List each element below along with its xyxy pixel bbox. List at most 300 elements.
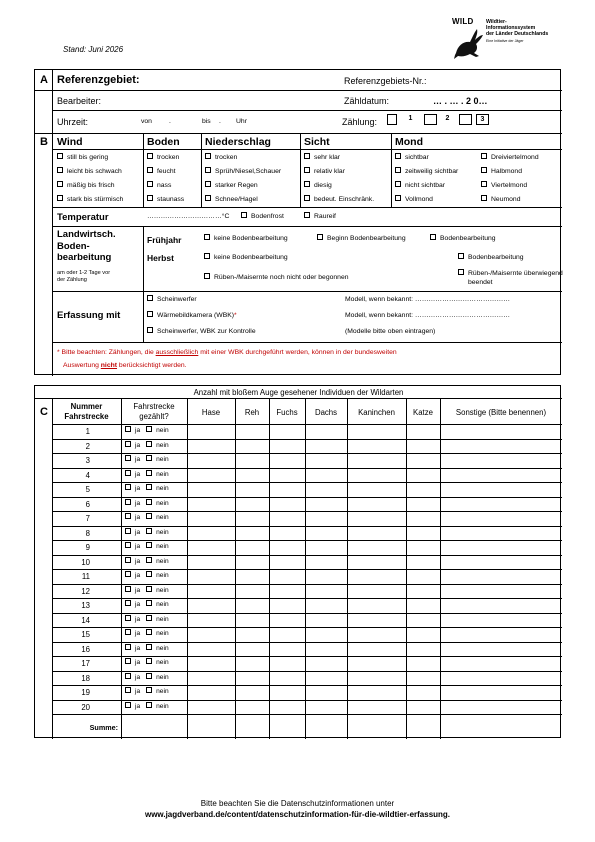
row-divider — [52, 526, 562, 527]
option-label: sichtbar — [405, 154, 429, 161]
gezaehlt-options — [125, 630, 169, 637]
col-gezaehlt-header — [121, 402, 187, 422]
herbst-option[interactable] — [458, 254, 524, 261]
checkbox[interactable] — [147, 295, 153, 301]
checkbox[interactable] — [57, 153, 63, 159]
ja-label: ja — [135, 688, 141, 695]
row-number: 7 — [85, 514, 90, 523]
nein-label: nein — [156, 557, 169, 565]
checkbox[interactable] — [204, 253, 210, 259]
mond-option[interactable] — [481, 154, 539, 161]
nein-checkbox[interactable] — [146, 702, 152, 708]
checkbox[interactable] — [430, 234, 436, 240]
summe-label: Summe: — [89, 723, 118, 732]
checkbox[interactable] — [395, 181, 401, 187]
zaehlung-label: Zählung: — [342, 117, 378, 127]
wind-option[interactable] — [57, 154, 108, 161]
logo-text — [486, 19, 548, 44]
ja-checkbox[interactable] — [125, 629, 131, 635]
time-dot: . — [219, 118, 221, 125]
ref-nr-label: Referenzgebiets-Nr.: — [344, 76, 427, 86]
row-number: 2 — [85, 441, 90, 451]
niederschlag-option[interactable] — [205, 168, 281, 175]
nein-label: nein — [156, 586, 169, 594]
ja-label: ja — [135, 601, 141, 608]
ja-label: ja — [135, 499, 141, 507]
option-label: keine Bodenbearbeitung — [214, 254, 288, 261]
footer — [0, 798, 595, 820]
checkbox[interactable] — [317, 234, 323, 240]
wind-heading: Wind — [57, 136, 83, 148]
landwirtsch-note — [57, 270, 110, 284]
ja-checkbox[interactable] — [125, 571, 131, 577]
row-number: 4 — [85, 470, 90, 480]
row-divider — [52, 468, 562, 469]
col-reh: Reh — [244, 408, 260, 417]
row-divider — [52, 598, 562, 599]
ja-checkbox[interactable] — [125, 615, 131, 621]
footer-line1: Bitte beachten Sie die Datenschutzinformationen unter — [200, 799, 395, 808]
ja-label: ja — [135, 441, 141, 449]
gezaehlt-options — [125, 572, 169, 579]
nein-label: nein — [156, 630, 169, 637]
sicht-option[interactable] — [304, 196, 374, 203]
ja-label: ja — [135, 630, 141, 637]
checkbox[interactable] — [57, 167, 63, 173]
option-label: Wärmebildkamera (WBK) — [157, 312, 235, 319]
checkbox[interactable] — [147, 167, 153, 173]
herbst-label: Herbst — [147, 253, 174, 263]
bodenfrost-option[interactable] — [241, 213, 284, 220]
checkbox[interactable] — [57, 181, 63, 187]
checkbox[interactable] — [204, 234, 210, 240]
option-label: Rüben-/Maisernte überwiegend — [468, 270, 563, 277]
checkbox[interactable] — [147, 153, 153, 159]
col-nummer-header — [52, 402, 121, 422]
option-label: Rüben-/Maisernte noch nicht oder begonnen — [214, 274, 349, 281]
mond-option[interactable] — [395, 196, 433, 203]
ja-checkbox[interactable] — [125, 600, 131, 606]
gezaehlt-options — [125, 587, 169, 594]
wind-option[interactable] — [57, 168, 122, 175]
row-number: 19 — [81, 688, 90, 697]
checkbox[interactable] — [304, 212, 310, 218]
boden-option[interactable] — [147, 168, 176, 175]
option-label: Vollmond — [405, 196, 433, 203]
row-number: 1 — [85, 427, 90, 436]
checkbox[interactable] — [304, 167, 310, 173]
modell-field[interactable]: Modell, wenn bekannt: …………………………………… — [345, 296, 511, 303]
option-label: sehr klar — [314, 154, 341, 161]
checkbox[interactable] — [147, 195, 153, 201]
option-label: relativ klar — [314, 168, 345, 175]
checkbox[interactable] — [458, 269, 464, 275]
nein-checkbox[interactable] — [146, 455, 152, 461]
ja-checkbox[interactable] — [125, 702, 131, 708]
form-sections-a-b — [34, 69, 561, 375]
option-label: starker Regen — [215, 182, 258, 189]
ja-label: ja — [135, 586, 141, 594]
nein-checkbox[interactable] — [146, 513, 152, 519]
boden-option[interactable] — [147, 182, 171, 189]
wild-logo — [452, 17, 560, 57]
ja-checkbox[interactable] — [125, 513, 131, 519]
row-divider — [52, 439, 562, 440]
header-line: Nummer — [70, 402, 103, 411]
sicht-heading: Sicht — [304, 136, 330, 148]
ja-checkbox[interactable] — [125, 441, 131, 447]
row-divider — [52, 453, 562, 454]
erfassung-option[interactable] — [147, 328, 256, 335]
nein-checkbox[interactable] — [146, 441, 152, 447]
fruehjahr-option[interactable] — [430, 235, 496, 242]
note-emphasis: nicht — [100, 362, 118, 369]
gezaehlt-options — [125, 500, 169, 507]
zaehlung-checkbox-3[interactable] — [459, 114, 472, 125]
row-divider — [52, 714, 562, 715]
boden-option[interactable] — [147, 154, 179, 161]
temperatur-input[interactable]: ……………………………°C — [147, 213, 230, 220]
option-label: zeitweilig sichtbar — [405, 168, 459, 175]
table-top-header: Anzahl mit bloßem Auge gesehener Individuen der Wildarten — [193, 388, 404, 397]
ja-checkbox[interactable] — [125, 586, 131, 592]
row-divider — [52, 555, 562, 556]
ja-label: ja — [135, 543, 141, 550]
nein-checkbox[interactable] — [146, 615, 152, 621]
row-divider — [52, 642, 562, 643]
nein-label: nein — [156, 427, 169, 434]
row-number: 20 — [81, 702, 90, 712]
option-label: nicht sichtbar — [405, 182, 446, 189]
gezaehlt-options — [125, 645, 169, 652]
fruehjahr-label: Frühjahr — [147, 235, 182, 245]
option-label: Bodenfrost — [251, 213, 284, 220]
checkbox[interactable] — [205, 181, 211, 187]
nein-label: nein — [156, 456, 169, 463]
mond-option[interactable] — [481, 182, 527, 189]
gezaehlt-options — [125, 616, 169, 623]
option-label: mäßig bis frisch — [67, 182, 115, 189]
row-number: 12 — [81, 586, 90, 596]
section-c-letter: C — [40, 406, 48, 418]
ja-label: ja — [135, 427, 141, 434]
ja-checkbox[interactable] — [125, 426, 131, 432]
gezaehlt-options — [125, 514, 169, 521]
checkbox[interactable] — [395, 195, 401, 201]
row-number: 5 — [85, 485, 90, 494]
nein-checkbox[interactable] — [146, 571, 152, 577]
option-label: Halbmond — [491, 168, 522, 175]
nein-label: nein — [156, 485, 169, 492]
ja-label: ja — [135, 528, 141, 536]
ja-label: ja — [135, 673, 141, 681]
boden-heading: Boden — [147, 136, 180, 148]
mond-option[interactable] — [395, 154, 429, 161]
gezaehlt-options — [125, 442, 169, 449]
ja-checkbox[interactable] — [125, 557, 131, 563]
uhrzeit-label: Uhrzeit: — [57, 117, 89, 127]
gezaehlt-options — [125, 485, 169, 492]
zaehldatum-label: Zähldatum: — [344, 96, 390, 106]
boden-option[interactable] — [147, 196, 184, 203]
checkbox[interactable] — [147, 311, 153, 317]
wind-option[interactable] — [57, 182, 115, 189]
checkbox[interactable] — [304, 153, 310, 159]
option-label: Scheinwerfer, WBK zur Kontrolle — [157, 328, 256, 335]
nein-checkbox[interactable] — [146, 528, 152, 534]
option-label: bedeut. Einschränk. — [314, 196, 375, 203]
gezaehlt-options — [125, 529, 169, 536]
checkbox[interactable] — [147, 327, 153, 333]
label-line: Boden- — [57, 240, 90, 252]
ja-label: ja — [135, 615, 141, 623]
option-label: Raureif — [314, 213, 336, 220]
footer-link[interactable]: www.jagdverband.de/content/datenschutzinformation-für-die-wildtier-erfassung. — [144, 810, 451, 819]
checkbox[interactable] — [395, 153, 401, 159]
checkbox[interactable] — [481, 153, 487, 159]
hare-icon — [452, 23, 484, 63]
checkbox[interactable] — [57, 195, 63, 201]
nein-checkbox[interactable] — [146, 673, 152, 679]
zaehlung-number-3: 3 — [476, 114, 489, 125]
sicht-option[interactable] — [304, 154, 340, 161]
option-label: nass — [157, 182, 172, 189]
row-number: 14 — [81, 615, 90, 625]
wbk-note-line2 — [63, 362, 187, 369]
nein-label: nein — [156, 543, 169, 550]
mond-option[interactable] — [395, 182, 445, 189]
note-text: berücksichtigt werden. — [117, 362, 187, 369]
nein-label: nein — [156, 572, 169, 579]
nein-label: nein — [156, 659, 169, 666]
ja-checkbox[interactable] — [125, 455, 131, 461]
nein-checkbox[interactable] — [146, 658, 152, 664]
checkbox[interactable] — [205, 195, 211, 201]
logo-word: WILD — [452, 17, 474, 26]
option-label: trocken — [157, 154, 180, 161]
referenzgebiet-label: Referenzgebiet: — [57, 74, 140, 86]
herbst-option[interactable] — [204, 274, 349, 281]
row-divider — [52, 685, 562, 686]
fruehjahr-option[interactable] — [204, 235, 288, 242]
row-divider — [52, 569, 562, 570]
gezaehlt-options — [125, 601, 169, 608]
nein-checkbox[interactable] — [146, 600, 152, 606]
row-divider — [52, 540, 562, 541]
sicht-option[interactable] — [304, 168, 345, 175]
niederschlag-option[interactable] — [205, 182, 258, 189]
option-label: Bodenbearbeitung — [468, 254, 524, 261]
modell-field[interactable]: Modell, wenn bekannt: …………………………………… — [345, 312, 511, 319]
nein-label: nein — [156, 615, 169, 623]
mond-option[interactable] — [481, 196, 520, 203]
checkbox[interactable] — [304, 181, 310, 187]
erfassung-option[interactable] — [147, 312, 237, 319]
row-number: 13 — [81, 601, 90, 610]
checkbox[interactable] — [147, 181, 153, 187]
ja-label: ja — [135, 659, 141, 666]
zaehlung-checkbox-2[interactable] — [424, 114, 437, 125]
uhr-label: Uhr — [236, 118, 247, 125]
section-b-letter: B — [40, 136, 48, 148]
row-number: 11 — [81, 572, 90, 581]
date-placeholder[interactable]: … . … . 2 0… — [433, 96, 488, 106]
nein-checkbox[interactable] — [146, 687, 152, 693]
checkbox[interactable] — [458, 253, 464, 259]
option-label: diesig — [314, 182, 332, 189]
zaehlung-number-1: 1 — [408, 115, 413, 122]
ja-checkbox[interactable] — [125, 687, 131, 693]
option-label: trocken — [215, 154, 238, 161]
stand-date: Stand: Juni 2026 — [63, 45, 124, 54]
note-text: Auswertung — [63, 362, 101, 369]
ja-label: ja — [135, 456, 141, 463]
nein-label: nein — [156, 601, 169, 608]
note-line: der Zählung — [57, 277, 87, 283]
logo-line: Wildtier- — [486, 19, 507, 25]
row-divider — [52, 497, 562, 498]
von-label: von — [141, 118, 152, 125]
row-divider — [52, 656, 562, 657]
gezaehlt-options — [125, 674, 169, 681]
nein-checkbox[interactable] — [146, 586, 152, 592]
wbk-note-line1 — [57, 349, 397, 356]
gezaehlt-options — [125, 471, 169, 478]
option-label: Dreiviertelmond — [491, 154, 539, 161]
checkbox[interactable] — [481, 195, 487, 201]
col-kaninchen: Kaninchen — [358, 408, 395, 417]
fruehjahr-option[interactable] — [317, 235, 406, 242]
checkbox[interactable] — [204, 273, 210, 279]
herbst-option[interactable] — [458, 269, 563, 287]
row-number: 18 — [81, 673, 90, 683]
wind-option[interactable] — [57, 196, 123, 203]
mond-option[interactable] — [481, 168, 522, 175]
option-label: staunass — [157, 196, 185, 203]
gezaehlt-options — [125, 558, 169, 565]
header-line: Fahrstrecke — [64, 412, 109, 421]
nein-label: nein — [156, 499, 169, 507]
option-label: feucht — [157, 168, 176, 175]
ja-checkbox[interactable] — [125, 470, 131, 476]
nein-checkbox[interactable] — [146, 426, 152, 432]
bis-label: bis — [202, 118, 211, 125]
herbst-option[interactable] — [204, 254, 288, 261]
ja-checkbox[interactable] — [125, 528, 131, 534]
note-emphasis: ausschließlich — [155, 349, 199, 356]
option-label: Scheinwerfer — [157, 296, 197, 303]
header-line: gezählt? — [139, 412, 169, 421]
option-label: Bodenbearbeitung — [440, 235, 496, 242]
logo-line: Eine Initiative der Jäger — [486, 38, 524, 43]
checkbox[interactable] — [481, 167, 487, 173]
row-number: 16 — [81, 644, 90, 654]
temperatur-label: Temperatur — [57, 212, 109, 223]
ja-checkbox[interactable] — [125, 542, 131, 548]
option-label: Beginn Bodenbearbeitung — [327, 235, 406, 242]
row-divider — [52, 700, 562, 701]
ja-checkbox[interactable] — [125, 499, 131, 505]
gezaehlt-options — [125, 543, 169, 550]
row-number: 10 — [81, 557, 90, 567]
ja-checkbox[interactable] — [125, 673, 131, 679]
option-label: beendet — [468, 279, 493, 286]
row-divider — [52, 627, 562, 628]
checkbox[interactable] — [481, 181, 487, 187]
mond-option[interactable] — [395, 168, 458, 175]
ja-checkbox[interactable] — [125, 658, 131, 664]
sicht-option[interactable] — [304, 182, 332, 189]
option-label: stark bis stürmisch — [67, 196, 124, 203]
gezaehlt-options — [125, 703, 169, 710]
row-number: 15 — [81, 630, 90, 639]
row-number: 17 — [81, 659, 90, 668]
checkbox[interactable] — [241, 212, 247, 218]
niederschlag-option[interactable] — [205, 154, 237, 161]
niederschlag-option[interactable] — [205, 196, 258, 203]
landwirtsch-label — [57, 229, 116, 264]
raureif-option[interactable] — [304, 213, 336, 220]
zaehlung-checkbox-1[interactable] — [387, 114, 397, 125]
counting-table — [34, 385, 561, 738]
ja-label: ja — [135, 470, 141, 478]
gezaehlt-options — [125, 456, 169, 463]
ja-label: ja — [135, 514, 141, 521]
gezaehlt-options — [125, 427, 169, 434]
checkbox[interactable] — [205, 153, 211, 159]
footnote-star: * — [234, 312, 237, 319]
erfassung-option[interactable] — [147, 296, 197, 303]
zaehlung-number-2: 2 — [445, 115, 450, 122]
nein-checkbox[interactable] — [146, 542, 152, 548]
nein-checkbox[interactable] — [146, 629, 152, 635]
bearbeiter-label: Bearbeiter: — [57, 96, 102, 106]
nein-label: nein — [156, 528, 169, 536]
nein-checkbox[interactable] — [146, 499, 152, 505]
nein-checkbox[interactable] — [146, 484, 152, 490]
gezaehlt-options — [125, 688, 169, 695]
header-line: Fahrstrecke — [133, 402, 175, 411]
checkbox[interactable] — [304, 195, 310, 201]
row-divider — [52, 671, 562, 672]
option-label: leicht bis schwach — [67, 168, 122, 175]
nein-checkbox[interactable] — [146, 470, 152, 476]
row-divider — [52, 613, 562, 614]
nein-label: nein — [156, 673, 169, 681]
modell-hint: (Modelle bitte oben eintragen) — [345, 328, 436, 335]
row-number: 3 — [85, 456, 90, 465]
note-text: * Bitte beachten: Zählungen, die — [57, 349, 156, 356]
ja-checkbox[interactable] — [125, 644, 131, 650]
option-label: still bis gering — [67, 154, 109, 161]
nein-checkbox[interactable] — [146, 644, 152, 650]
col-katze: Katze — [413, 408, 433, 417]
time-dot: . — [169, 118, 171, 125]
gezaehlt-options — [125, 659, 169, 666]
nein-label: nein — [156, 441, 169, 449]
option-label: Schnee/Hagel — [215, 196, 258, 203]
ja-checkbox[interactable] — [125, 484, 131, 490]
option-label: Sprüh/Niesel,Schauer — [215, 168, 282, 175]
nein-checkbox[interactable] — [146, 557, 152, 563]
checkbox[interactable] — [395, 167, 401, 173]
checkbox[interactable] — [205, 167, 211, 173]
ja-label: ja — [135, 644, 141, 652]
ja-label: ja — [135, 557, 141, 565]
col-sonstige: Sonstige (Bitte benennen) — [455, 408, 547, 417]
nein-label: nein — [156, 702, 169, 710]
col-hase: Hase — [201, 408, 221, 417]
